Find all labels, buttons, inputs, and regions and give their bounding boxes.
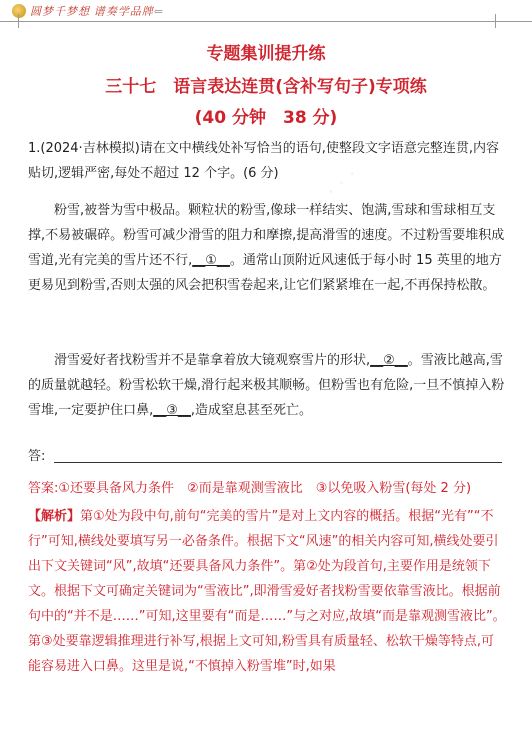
answer-key: 答案:①还要具备风力条件 ②而是靠观测雪液比 ③以免吸入粉雪(每处 2 分) xyxy=(28,481,472,496)
blank-2[interactable]: __②__ xyxy=(370,353,408,368)
header-divider xyxy=(0,21,532,22)
return-mark-icon: ⇐ xyxy=(153,4,163,18)
answer-label: 答: xyxy=(28,449,46,464)
exercise-title: 三十七 语言表达连贯(含补写句子)专项练 xyxy=(105,77,427,97)
analysis-block xyxy=(28,504,506,679)
corner-crop-mark-right xyxy=(495,14,510,28)
paragraph-1-text-b: 。通常山顶附近风速低于每小时 15 英里的地方更易见到粉雪,否则太强的风会把积雪卷起来,让它们紧紧堆在一起,不再保持松散。 xyxy=(28,253,502,293)
question-stem: 1.(2024·吉林模拟)请在文中横线处补写恰当的语句,使整段文字语意完整连贯,内容贴切,逻辑严密,每处不超过 12 个字。(6 分) xyxy=(28,141,500,181)
analysis-text: 第①处为段中句,前句“完美的雪片”是对上文内容的概括。根据“光有”“不行”可知,横线处要填写另一必备条件。根据下文“风速”的相关内容可知,横线处要引出下文关键词“风”,故填“还要具备风力条件”。第②处为段首句,主要作用是统领下文。根据下文可确定关键词为“雪液比”,即滑雪爱好者找粉雪要依靠雪液比。根据前句中的“并不是……”可知,这里要有“而是……”与之对应,故填“而是靠观测雪液比”。第③处要靠逻辑推理进行补写,根据上文可知,粉雪具有质量轻、松软干燥等特点,可能容易进入口鼻。这里是说,“不慎掉入粉雪堆”时,如果 xyxy=(28,509,506,674)
analysis-label: 【解析】 xyxy=(28,509,81,524)
blank-1[interactable]: __①__ xyxy=(192,253,230,268)
page-header xyxy=(0,0,532,22)
paragraph-2-text-b: 。雪液比越高,雪的质量就越轻。粉雪松软干燥,滑行起来极其顺畅。但粉雪也有危险,一旦不慎掉入粉雪堆,一定要护住口鼻, xyxy=(28,353,505,418)
section-title: 专题集训提升练 xyxy=(206,44,326,64)
paragraph-2-text-c: ,造成窒息甚至死亡。 xyxy=(190,403,313,418)
watermark: · · · · · xyxy=(299,162,364,223)
paragraph-1-text-a: 粉雪,被誉为雪中极品。颗粒状的粉雪,像球一样结实、饱满,雪球和雪球相互支撑,不易被碾碎。粉雪可减少滑雪的阻力和摩擦,提高滑雪的速度。不过粉雪要堆积成雪道,光有完美的雪片还不行, xyxy=(28,203,505,268)
passage-paragraph-2 xyxy=(28,348,506,423)
answer-input-line[interactable] xyxy=(54,462,502,463)
brand-slogan: 圆梦千梦想 谱奏学品牌 xyxy=(30,6,154,18)
brand-logo xyxy=(12,3,163,19)
time-score-info: (40 分钟 38 分) xyxy=(194,108,338,128)
corner-crop-mark-left xyxy=(4,14,19,28)
paragraph-2-text-a: 滑雪爱好者找粉雪并不是靠拿着放大镜观察雪片的形状, xyxy=(54,353,371,368)
passage-paragraph-1 xyxy=(28,198,506,298)
blank-3[interactable]: __③__ xyxy=(153,403,191,418)
